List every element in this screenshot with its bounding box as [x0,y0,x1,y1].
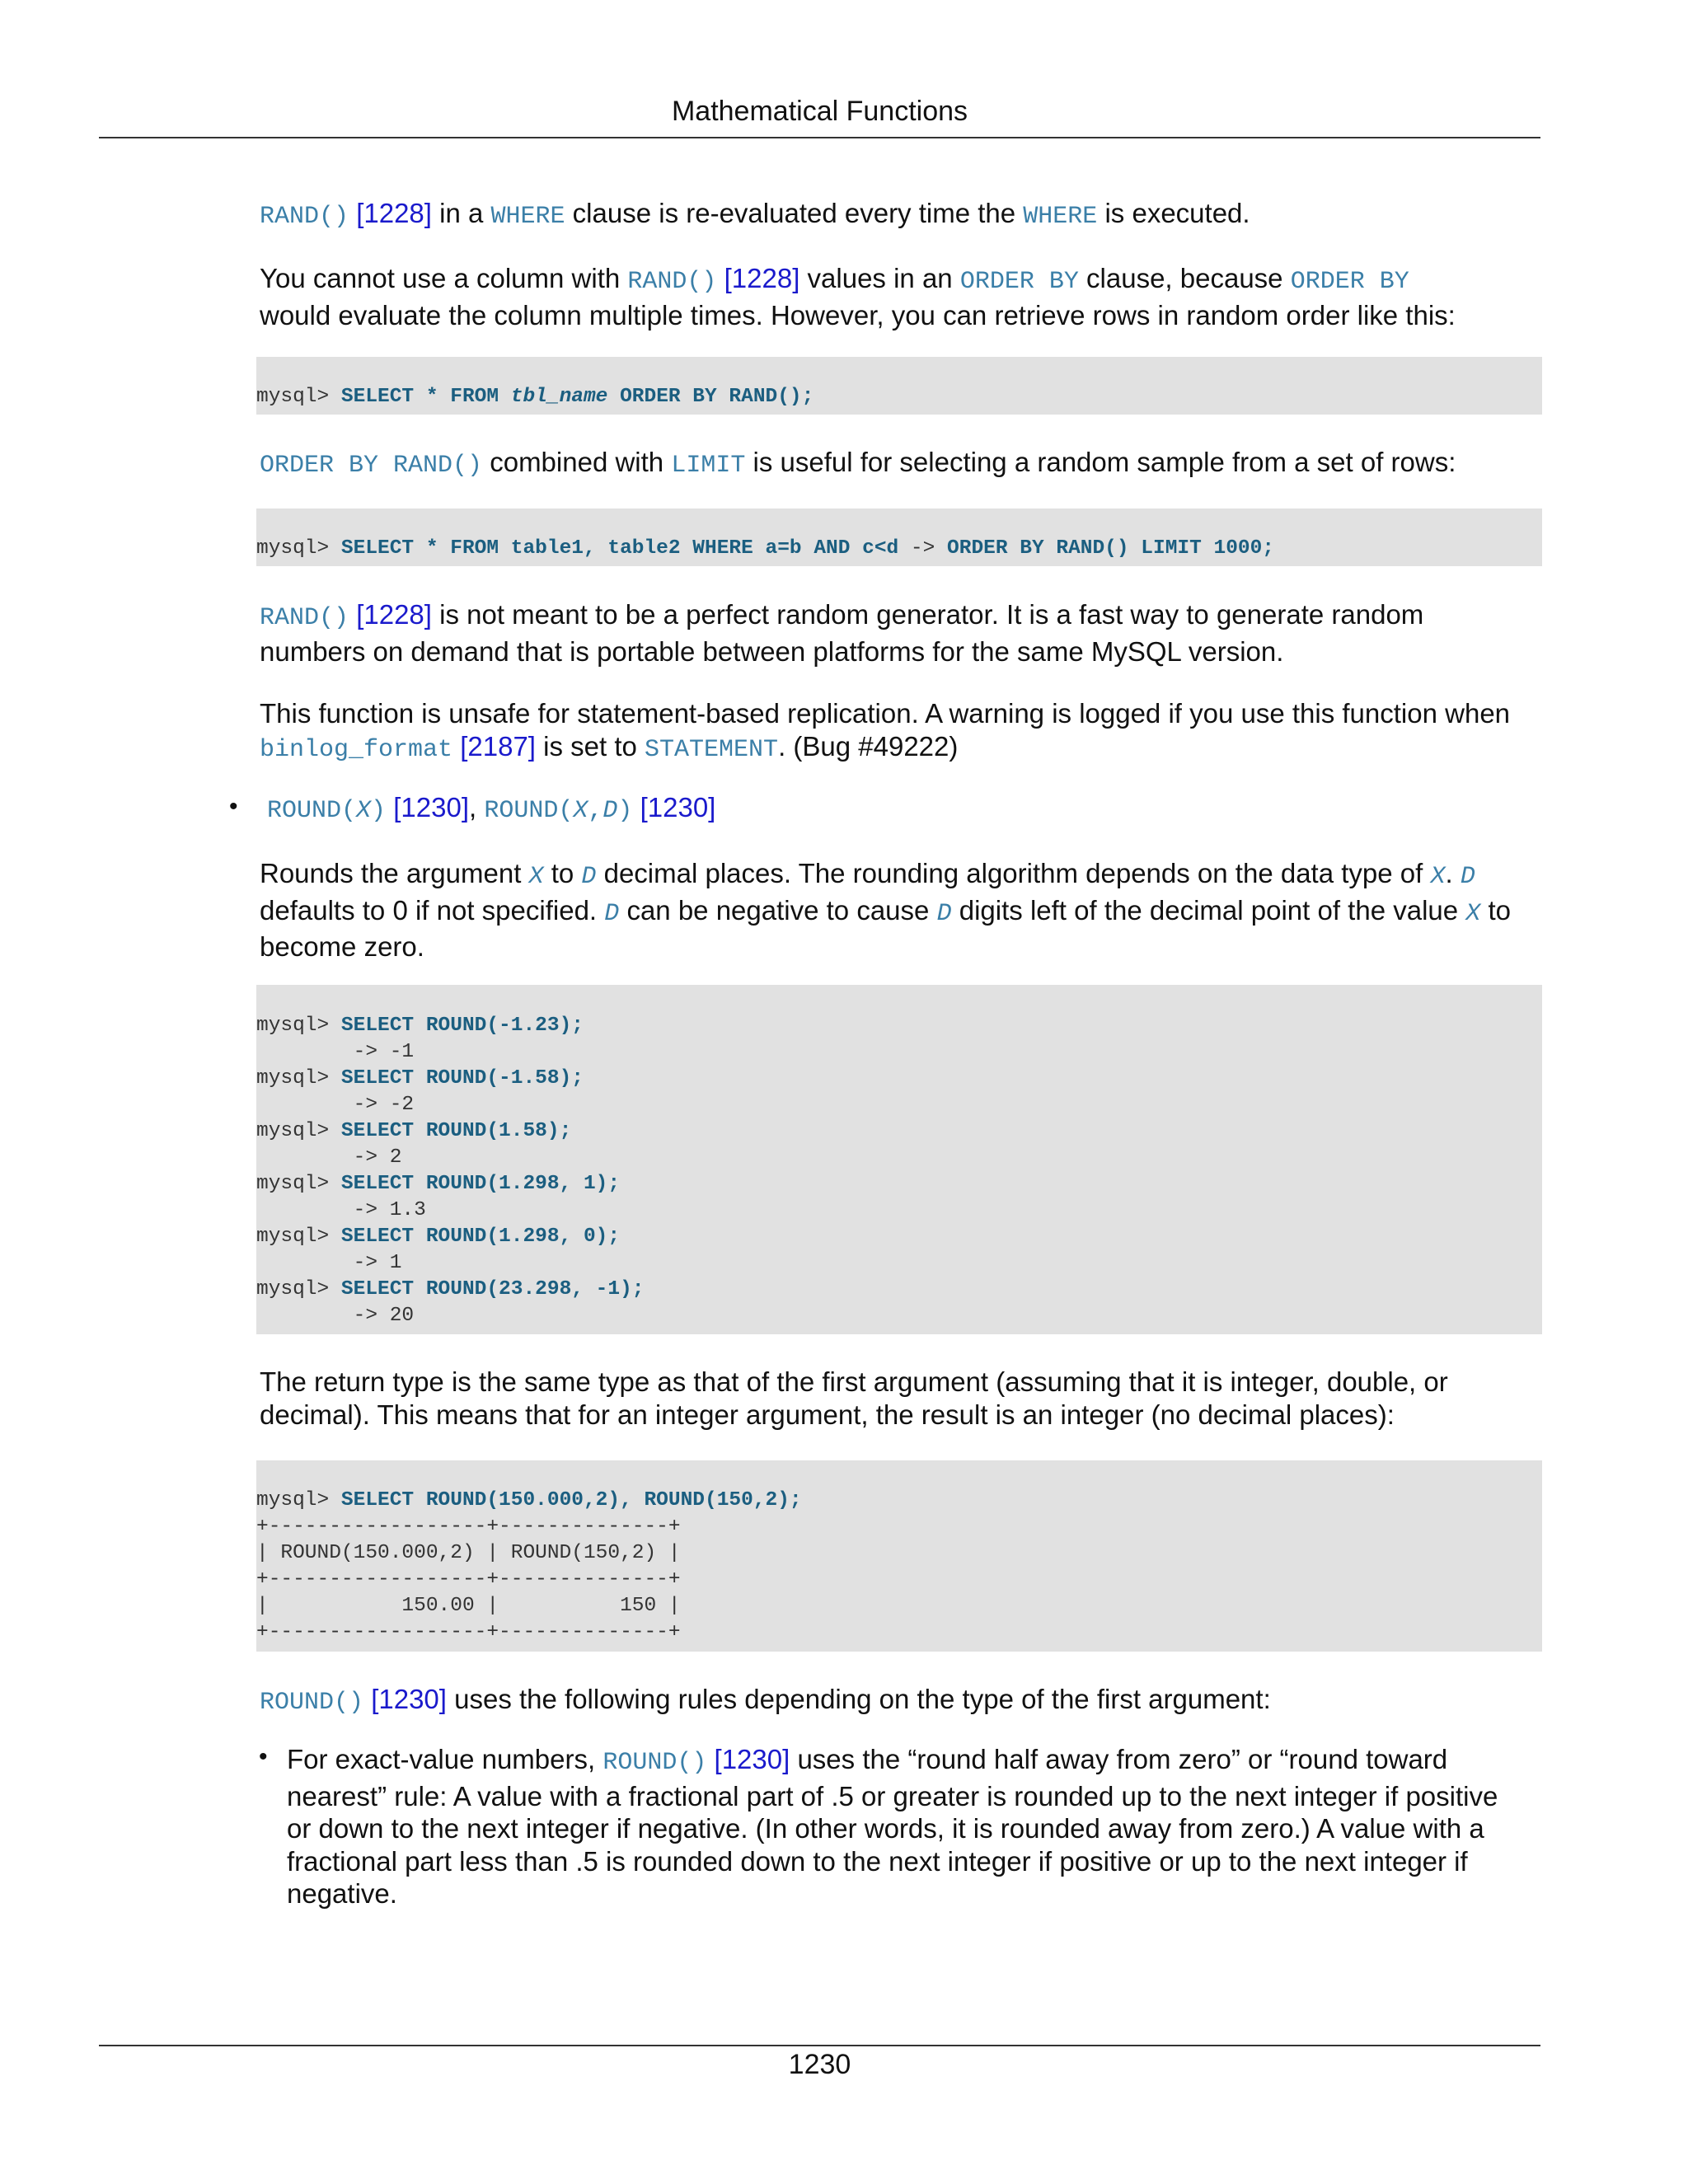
prompt: mysql> [256,1489,341,1511]
text: to [1480,894,1511,926]
separator: , [468,792,485,823]
text: You cannot use a column with [260,263,628,293]
paragraph-order-by [260,262,1545,331]
sql: SELECT ROUND(1.58); [340,1120,572,1142]
paragraph-unsafe [260,697,1545,766]
text: uses the following rules depending on the type of the first argument: [446,1684,1271,1714]
text: combined with [482,447,672,477]
header-title: Mathematical Functions [671,96,968,127]
round-heading [267,791,1553,828]
ref-link[interactable]: [1228] [356,198,432,228]
arg-d: D [936,899,952,928]
text: negative. [287,1878,397,1909]
order-by-code: ORDER BY [1290,268,1409,296]
order-by-rand-code: ORDER BY RAND() [260,452,483,480]
paragraph-limit [260,446,1545,483]
text: Rounds the argument [260,858,529,888]
prompt: mysql> [256,386,341,408]
ref-link[interactable]: [1230] [371,1684,447,1714]
code-block-round-table [256,1460,1542,1652]
text: is set to [535,730,645,762]
statement-code: STATEMENT [645,735,779,764]
arg-x: X [356,797,372,825]
result: -> 2 [256,1146,402,1169]
prompt: mysql> [256,1226,341,1248]
round-fn: ) [371,797,387,825]
bullet: • [259,1743,268,1770]
arg-x: X [573,797,588,825]
code-block-random-sample [256,509,1542,566]
continuation-arrow: -> [898,537,948,560]
rule-exact-value [287,1743,1548,1910]
text: nearest” rule: A value with a fractional part of .5 or greater is rounded up to the next integer if positive [287,1780,1498,1811]
round-fn: ROUND( [484,797,574,825]
table-header: | ROUND(150.000,2) | ROUND(150,2) | [256,1542,681,1564]
ref-link[interactable]: [1230] [714,1744,790,1774]
sql: SELECT * FROM [340,386,511,408]
ref-link[interactable]: [1230] [393,792,469,823]
order-by-code: ORDER BY [959,268,1079,296]
text: is executed. [1097,198,1250,228]
result: -> 1.3 [256,1199,426,1221]
sql: SELECT ROUND(1.298, 0); [340,1226,621,1248]
sql: ORDER BY RAND(); [607,386,814,408]
code-lines [256,985,1542,1329]
result: -> 20 [256,1305,415,1327]
arg-d: D [581,863,597,891]
arg-x: X [1465,899,1481,928]
round-fn: ROUND() [260,1689,364,1717]
paragraph-not-perfect [260,598,1545,668]
table-border: +------------------+--------------+ [256,1568,681,1591]
text: decimal places. The rounding algorithm depends on the data type of [596,858,1431,888]
binlog-format-code: binlog_format [260,735,453,764]
text: . [1445,858,1461,888]
text: numbers on demand that is portable between platforms for the same MySQL version. [260,635,1284,667]
where-code: WHERE [1023,203,1098,231]
arg-d: D [603,797,618,825]
text: is not meant to be a perfect random generator. It is a fast way to generate random [431,599,1424,630]
text: clause is re-evaluated every time the [565,198,1024,228]
result: -> 1 [256,1252,402,1274]
code-block-order-by-rand [256,357,1542,415]
text: is useful for selecting a random sample from a set of rows: [745,447,1456,477]
rand-fn: RAND() [260,203,349,231]
ref-link[interactable]: [1228] [356,599,432,630]
text: digits left of the decimal point of the value [951,894,1466,926]
sql: SELECT ROUND(1.298, 1); [340,1173,621,1195]
text: uses the “round half away from zero” or “round toward [790,1744,1448,1774]
comma: , [588,797,603,825]
prompt: mysql> [256,537,341,560]
table-border: +------------------+--------------+ [256,1621,681,1643]
text: For exact-value numbers, [287,1744,603,1774]
ref-link[interactable]: [1230] [640,792,716,823]
rand-fn: RAND() [627,268,717,296]
arg-d: D [1460,863,1475,891]
ref-link[interactable]: [1228] [724,263,800,293]
text: fractional part less than .5 is rounded down to the next integer if positive or up to the next integer if [287,1845,1468,1877]
sql: SELECT ROUND(-1.58); [340,1067,584,1090]
table-row: | 150.00 | 150 | [256,1595,681,1617]
text: . (Bug #49222) [778,730,959,762]
text: or down to the next integer if negative. (In other words, it is rounded away from zero.) A value with a [287,1813,1484,1844]
footer-rule [99,2045,1540,2046]
code-block-round-examples [256,985,1542,1334]
text: become zero. [260,931,424,962]
text: in a [431,198,491,228]
prompt: mysql> [256,1120,341,1142]
bullet: • [229,793,238,820]
text: would evaluate the column multiple times. However, you can retrieve rows in random order like this: [260,299,1456,330]
paragraph-return-type [260,1366,1545,1431]
paragraph-rand-where [260,197,1545,234]
where-code: WHERE [490,203,565,231]
page-number: 1230 [788,2049,851,2080]
result: -> -1 [256,1041,415,1063]
table-border: +------------------+--------------+ [256,1516,681,1538]
paragraph-rounds-argument [260,857,1545,963]
prompt: mysql> [256,1278,341,1301]
ref-link[interactable]: [2187] [460,730,536,762]
limit-code: LIMIT [671,452,746,480]
text: values in an [799,263,960,293]
header-rule [99,137,1540,138]
sql: SELECT ROUND(-1.23); [340,1015,584,1037]
round-fn: ROUND() [603,1749,707,1777]
prompt: mysql> [256,1015,341,1037]
text: This function is unsafe for statement-based replication. A warning is logged if you use this function when [260,698,1511,729]
sql: SELECT ROUND(23.298, -1); [340,1278,645,1301]
text: clause, because [1078,263,1291,293]
text: decimal). This means that for an integer argument, the result is an integer (no decimal places): [260,1399,1395,1430]
prompt: mysql> [256,1067,341,1090]
sql: SELECT ROUND(150.000,2), ROUND(150,2); [340,1489,802,1511]
text: to [543,858,582,888]
sql: SELECT * FROM table1, table2 WHERE a=b AND c<d [340,537,899,560]
text: The return type is the same type as that of the first argument (assuming that it is integer, double, or [260,1366,1448,1397]
arg-x: X [1430,863,1446,891]
arg-d: D [604,899,620,928]
prompt: mysql> [256,1173,341,1195]
text: defaults to 0 if not specified. [260,894,605,926]
rand-fn: RAND() [260,604,349,632]
table-placeholder: tbl_name [510,386,608,408]
result: -> -2 [256,1094,415,1116]
sql: ORDER BY RAND() LIMIT 1000; [947,537,1275,560]
text: can be negative to cause [619,894,937,926]
round-fn: ) [617,797,633,825]
paragraph-round-rules [260,1683,1545,1720]
round-fn: ROUND( [267,797,357,825]
arg-x: X [528,863,544,891]
